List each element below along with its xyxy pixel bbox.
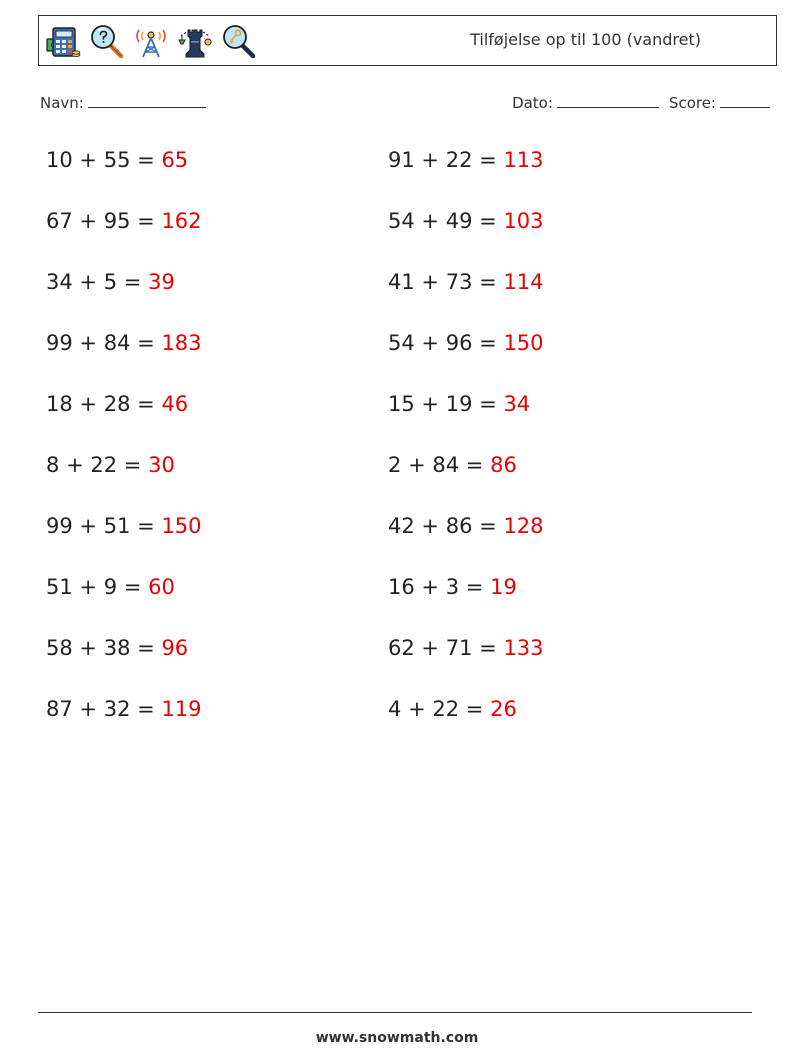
operand-b: 28	[103, 392, 131, 416]
equals-sign: =	[137, 636, 155, 660]
operator: +	[421, 148, 440, 172]
equals-sign: =	[137, 514, 155, 538]
operand-b: 38	[103, 636, 131, 660]
operator: +	[421, 209, 440, 233]
answer: 150	[503, 331, 544, 355]
name-field	[40, 92, 206, 112]
radio-tower-icon	[132, 22, 170, 60]
problem-item	[388, 209, 544, 233]
operand-a: 54	[388, 331, 415, 355]
score-label: Score:	[668, 94, 716, 112]
magnifier-key-icon	[220, 22, 258, 60]
equals-sign: =	[137, 392, 155, 416]
answer: 30	[148, 453, 175, 477]
operand-a: 54	[388, 209, 415, 233]
equals-sign: =	[479, 148, 497, 172]
operator: +	[421, 636, 440, 660]
operator: +	[79, 514, 98, 538]
equals-sign: =	[137, 209, 155, 233]
answer: 26	[490, 697, 517, 721]
operand-b: 9	[103, 575, 118, 599]
calculator-money-icon	[44, 22, 82, 60]
problem-item	[388, 636, 544, 660]
operator: +	[79, 148, 98, 172]
operand-b: 5	[103, 270, 118, 294]
worksheet-header	[38, 15, 777, 66]
problem-item	[388, 331, 544, 355]
equals-sign: =	[123, 270, 142, 294]
problem-item	[46, 392, 188, 416]
operand-b: 84	[432, 453, 460, 477]
operator: +	[421, 575, 440, 599]
footer-url: www.snowmath.com	[315, 1030, 479, 1046]
operand-a: 34	[46, 270, 73, 294]
problem-item	[388, 148, 544, 172]
operator: +	[421, 392, 440, 416]
operand-b: 22	[445, 148, 473, 172]
operand-a: 58	[46, 636, 73, 660]
chess-rook-balance-icon	[176, 22, 214, 60]
operand-b: 86	[445, 514, 473, 538]
operand-b: 73	[445, 270, 473, 294]
operator: +	[421, 270, 440, 294]
operand-b: 84	[103, 331, 131, 355]
problem-item	[388, 270, 544, 294]
operand-a: 4	[388, 697, 402, 721]
operand-a: 10	[46, 148, 73, 172]
operator: +	[79, 636, 98, 660]
equals-sign: =	[465, 575, 484, 599]
operand-b: 96	[445, 331, 473, 355]
name-label: Navn:	[40, 94, 84, 112]
operand-a: 15	[388, 392, 415, 416]
answer: 114	[503, 270, 544, 294]
answer: 46	[161, 392, 189, 416]
operand-a: 8	[46, 453, 60, 477]
problem-item	[46, 270, 175, 294]
date-score-fields	[512, 92, 770, 112]
problem-item	[388, 453, 517, 477]
operand-a: 2	[388, 453, 402, 477]
problem-item	[46, 209, 202, 233]
worksheet-title: Tilføjelse op til 100 (vandret)	[470, 30, 701, 49]
answer: 128	[503, 514, 544, 538]
operand-b: 22	[90, 453, 118, 477]
answer: 183	[161, 331, 202, 355]
equals-sign: =	[479, 331, 497, 355]
problem-item	[46, 453, 175, 477]
problem-item	[46, 697, 202, 721]
operand-b: 32	[103, 697, 131, 721]
operator: +	[79, 331, 98, 355]
equals-sign: =	[123, 575, 142, 599]
problem-item	[46, 148, 188, 172]
operator: +	[79, 270, 98, 294]
equals-sign: =	[137, 697, 155, 721]
answer: 113	[503, 148, 544, 172]
equals-sign: =	[479, 392, 497, 416]
operator: +	[79, 209, 98, 233]
equals-sign: =	[479, 514, 497, 538]
equals-sign: =	[465, 453, 484, 477]
equals-sign: =	[479, 209, 497, 233]
answer: 39	[148, 270, 175, 294]
operator: +	[66, 453, 84, 477]
operator: +	[408, 453, 426, 477]
name-blank[interactable]	[88, 92, 206, 108]
operand-a: 41	[388, 270, 415, 294]
operand-b: 3	[445, 575, 460, 599]
operand-a: 18	[46, 392, 73, 416]
answer: 65	[161, 148, 189, 172]
operand-b: 19	[445, 392, 473, 416]
operator: +	[408, 697, 426, 721]
operand-b: 49	[445, 209, 473, 233]
problem-item	[46, 636, 188, 660]
equals-sign: =	[479, 270, 497, 294]
answer: 19	[490, 575, 517, 599]
operand-a: 91	[388, 148, 415, 172]
problem-item	[46, 575, 175, 599]
problem-item	[388, 514, 544, 538]
operand-b: 51	[103, 514, 131, 538]
operand-a: 42	[388, 514, 415, 538]
magnifier-question-icon	[88, 22, 126, 60]
operand-a: 87	[46, 697, 73, 721]
answer: 86	[490, 453, 517, 477]
answer: 133	[503, 636, 544, 660]
footer-divider	[38, 1012, 752, 1013]
equals-sign: =	[137, 331, 155, 355]
answer: 162	[161, 209, 202, 233]
operand-b: 22	[432, 697, 460, 721]
operand-a: 67	[46, 209, 73, 233]
problem-item	[388, 392, 530, 416]
operand-b: 71	[445, 636, 473, 660]
operand-a: 51	[46, 575, 73, 599]
date-label: Dato:	[512, 94, 553, 112]
answer: 34	[503, 392, 531, 416]
operand-b: 95	[103, 209, 131, 233]
operator: +	[79, 392, 98, 416]
problem-item	[388, 575, 517, 599]
answer: 150	[161, 514, 202, 538]
header-icons	[44, 22, 258, 60]
answer: 96	[161, 636, 189, 660]
operand-b: 55	[103, 148, 131, 172]
answer: 60	[148, 575, 175, 599]
equals-sign: =	[123, 453, 142, 477]
operator: +	[421, 514, 440, 538]
operand-a: 99	[46, 514, 73, 538]
equals-sign: =	[479, 636, 497, 660]
operand-a: 99	[46, 331, 73, 355]
equals-sign: =	[465, 697, 484, 721]
operator: +	[421, 331, 440, 355]
problem-item	[388, 697, 517, 721]
operator: +	[79, 575, 98, 599]
answer: 119	[161, 697, 202, 721]
operand-a: 16	[388, 575, 415, 599]
score-blank[interactable]	[720, 92, 770, 108]
problem-item	[46, 331, 202, 355]
operator: +	[79, 697, 98, 721]
answer: 103	[503, 209, 544, 233]
operand-a: 62	[388, 636, 415, 660]
problem-item	[46, 514, 202, 538]
equals-sign: =	[137, 148, 155, 172]
date-blank[interactable]	[557, 92, 659, 108]
